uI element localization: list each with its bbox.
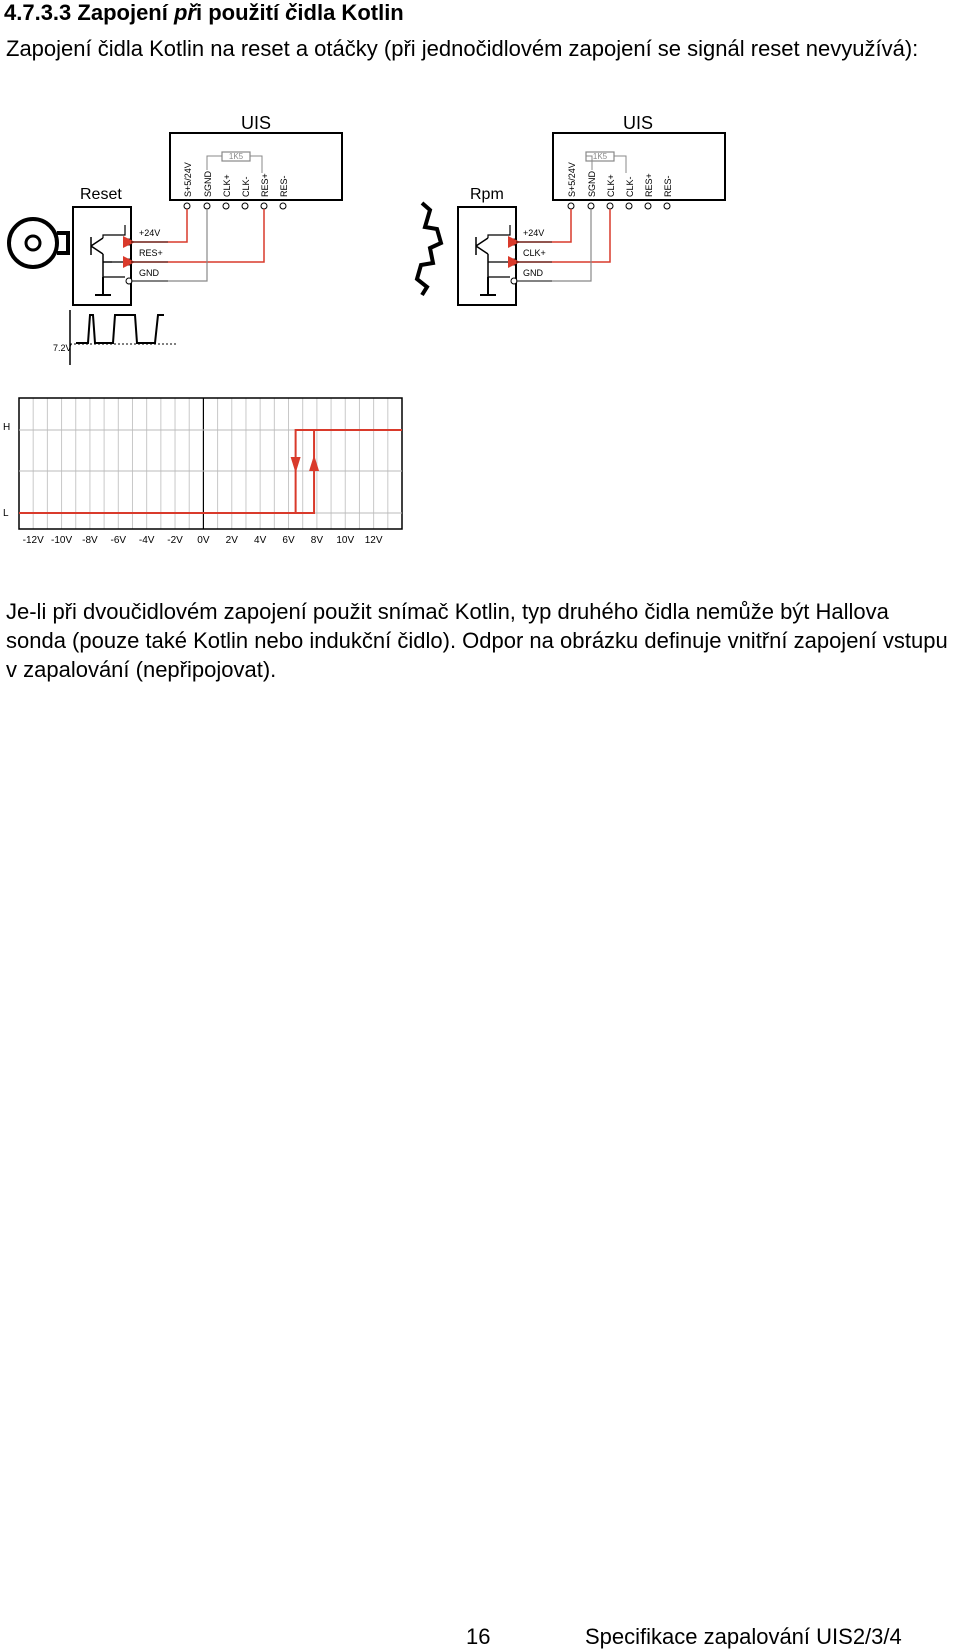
title-part-1: Zapojení bbox=[77, 0, 174, 25]
toothed-wheel-icon bbox=[417, 203, 441, 295]
waveform-trace bbox=[76, 315, 164, 343]
pin-label: SGND bbox=[203, 170, 213, 197]
x-tick-label: -6V bbox=[110, 535, 127, 546]
body-paragraph: Je-li při dvoučidlovém zapojení použit snímač Kotlin, typ druhého čidla nemůže být Hallova sonda (pouze také Kotlin nebo indukční čidlo). Odpor na obrázku definuje vnitřní zapojení vstupu v zapalování (nepřipojovat). bbox=[6, 599, 948, 682]
uis-box-right bbox=[553, 133, 725, 200]
switching-graph bbox=[0, 395, 420, 570]
pin-label: RES+ bbox=[260, 173, 270, 197]
x-tick-label: 10V bbox=[336, 535, 355, 546]
sensor-label-rpm: Rpm bbox=[470, 186, 504, 203]
reset-sensor-diagram bbox=[9, 115, 342, 365]
pin-label: RES+ bbox=[644, 173, 654, 197]
x-tick-label: -12V bbox=[22, 535, 44, 546]
svg-text:1K5: 1K5 bbox=[228, 152, 244, 161]
uis-label-right: UIS bbox=[622, 115, 654, 133]
x-tick-label: 6V bbox=[282, 535, 295, 546]
terminal-label: RES+ bbox=[139, 248, 163, 258]
terminal-label: +24V bbox=[523, 228, 545, 238]
x-tick-label: -8V bbox=[82, 535, 98, 546]
title-italic-1: př bbox=[173, 0, 196, 25]
cam-wheel-icon bbox=[9, 219, 57, 267]
sensor-label-reset: Reset bbox=[80, 186, 122, 203]
terminal-label: GND bbox=[523, 268, 543, 278]
section-number: 4.7.3.3 bbox=[4, 0, 72, 25]
x-tick-label: 2V bbox=[225, 535, 238, 546]
pin-label: CLK+ bbox=[606, 174, 616, 197]
pin-label: S+5/24V bbox=[567, 162, 577, 197]
x-tick-label: -4V bbox=[138, 535, 155, 546]
x-tick-label: 4V bbox=[254, 535, 267, 546]
pin-label: CLK+ bbox=[222, 174, 232, 197]
uis-label-left: UIS bbox=[240, 115, 272, 133]
y-label-high: H bbox=[3, 422, 11, 433]
page-number: 16 bbox=[466, 1624, 491, 1649]
title-italic-2: č bbox=[285, 0, 298, 25]
document-title: Specifikace zapalování UIS2/3/4 bbox=[585, 1624, 902, 1649]
pin-label: CLK- bbox=[241, 176, 251, 197]
terminal-label: GND bbox=[139, 268, 159, 278]
terminal-label: CLK+ bbox=[523, 248, 546, 258]
x-tick-label: 12V bbox=[364, 535, 383, 546]
pin-label: RES- bbox=[663, 175, 673, 197]
arrow-up-icon bbox=[309, 455, 319, 471]
x-tick-label: -2V bbox=[167, 535, 183, 546]
wiring-diagram bbox=[0, 115, 960, 365]
section-heading bbox=[4, 0, 404, 26]
waveform-voltage-label: 7.2V bbox=[53, 343, 72, 353]
x-tick-label: 0V bbox=[197, 535, 210, 546]
pin-label: S+5/24V bbox=[183, 162, 193, 197]
uis-box-left bbox=[170, 133, 342, 200]
pin-label: RES- bbox=[279, 175, 289, 197]
title-part-2: i použití bbox=[195, 0, 286, 25]
x-tick-label: 8V bbox=[310, 535, 324, 546]
y-label-low: L bbox=[3, 508, 9, 519]
x-tick-label: -10V bbox=[50, 535, 73, 546]
rpm-sensor-diagram bbox=[417, 115, 725, 305]
title-part-3: idla Kotlin bbox=[297, 0, 404, 25]
terminal-label: +24V bbox=[139, 228, 161, 238]
intro-paragraph: Zapojení čidla Kotlin na reset a otáčky (při jednočidlovém zapojení se signál reset nevyužívá): bbox=[6, 36, 919, 61]
pin-label: SGND bbox=[587, 170, 597, 197]
pin-label: CLK- bbox=[625, 176, 635, 197]
svg-text:1K5: 1K5 bbox=[592, 152, 608, 161]
